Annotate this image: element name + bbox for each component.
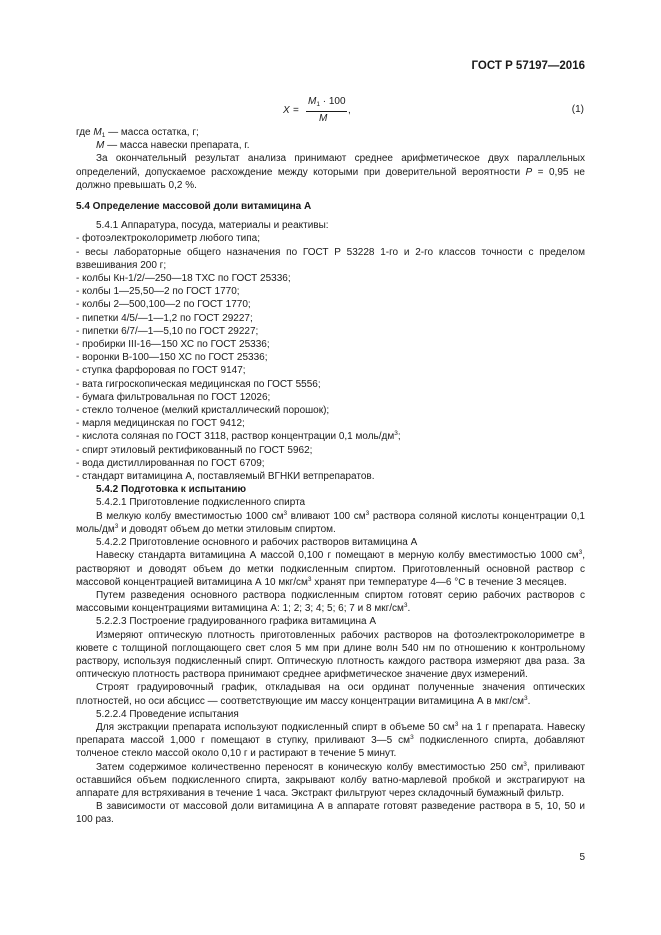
formula-number: (1): [571, 104, 584, 115]
paragraph-transfer: Затем содержимое количественно переносят в коническую колбу вместимостью 250 $см^3$, приливают оставшийся объем подкисленного спирта, закрывают колбу ватно-марлевой пробкой и экстрагируют на аппарате для встряхивания в течение 1 часа. Экстракт фильтруют через складочный бумажный фильтр.: [76, 760, 585, 799]
paragraph-calibration-graph: Строят градуировочный график, откладывая на оси ординат полученные значения оптических плотностей, но оси абсцисс — соответствующие им массу концентрации витамицина А в мкг/$см^3$.: [76, 682, 585, 707]
list-item: - бумага фильтровальная по ГОСТ 12026;: [76, 391, 271, 403]
paragraph-optical-density: Измеряют оптическую плотность приготовленных рабочих растворов на фотоэлектроколориметре в кювете с толщиной поглощающего свет слоя 5 мм при длине волн 540 нм по отношению к контрольному раствору, используя подкисленный спирт. Оптическую плотность каждого раствора измеряют два раза. За оптическую плотность раствора принимают среднее арифметическое значение двух измерений.: [76, 629, 585, 681]
list-item: - колбы Кн-1/2/—250—18 ТХС по ГОСТ 25336;: [76, 273, 291, 285]
paragraph-acidified-spirit: В мелкую колбу вместимостью 1000 $см^3$ вливают 100 $см^3$ раствора соляной кислоты концентрации 0,1 моль/$дм^3$ и доводят объем до метки этиловым спиртом.: [76, 509, 585, 535]
subsection-5-4-1: 5.4.1 Аппаратура, посуда, материалы и реактивы:: [96, 220, 329, 232]
document-body: [76, 126, 585, 827]
list-item: - колбы 1—25,50—2 по ГОСТ 1770;: [76, 286, 240, 298]
list-item: - стандарт витамицина А, поставляемый ВГНКИ ветпрепаратов.: [76, 471, 375, 483]
list-item: - воронки В-100—150 ХС по ГОСТ 25336;: [76, 352, 268, 364]
list-item: - ступка фарфоровая по ГОСТ 9147;: [76, 365, 246, 377]
formula-comma: ,: [348, 105, 351, 116]
paragraph-working-solutions: Путем разведения основного раствора подкисленным спиртом готовят серию рабочих растворов с массовыми концентрациями витамицина А: 1; 2; 3; 4; 5; 6; 7 и 8 мкг/$см^3$.: [76, 589, 585, 615]
paragraph-final-result: За окончательный результат анализа принимают среднее арифметическое двух параллельных определений, допускаемое расхождение между которыми при доверительной вероятности P = 0,95 не должно превышать 0,2 %.: [76, 153, 585, 191]
list-item: - кислота соляная по ГОСТ 3118, раствор концентрации 0,1 моль/$дм^3$;: [76, 430, 401, 443]
paragraph-dilution: В зависимости от массовой доли витамицина А в аппарате готовят разведение раствора в 5, 10, 50 и 100 раз.: [76, 801, 585, 826]
list-item: - фотоэлектроколориметр любого типа;: [76, 233, 260, 245]
subsection-5-2-2-4: 5.2.2.4 Проведение испытания: [96, 708, 239, 720]
where-line-1: где $M_1$ — масса остатка, г;: [76, 127, 199, 139]
list-item: - колбы 2—500,100—2 по ГОСТ 1770;: [76, 299, 251, 311]
list-item: - весы лабораторные общего назначения по ГОСТ Р 53228 1-го и 2-го классов точности с пределом взвешивания 200 г;: [76, 246, 585, 271]
subsection-5-4-2: 5.4.2 Подготовка к испытанию: [96, 484, 247, 496]
formula-lhs: X: [283, 105, 290, 116]
formula-denominator: M: [319, 113, 328, 124]
section-title-5-4: 5.4 Определение массовой доли витамицина А: [76, 201, 312, 213]
list-item: - вода дистиллированная по ГОСТ 6709;: [76, 457, 265, 469]
document-header-code: ГОСТ Р 57197—2016: [471, 60, 585, 72]
subsection-5-4-2-1: 5.4.2.1 Приготовление подкисленного спирта: [96, 497, 306, 509]
formula-equals: =: [293, 105, 299, 116]
formula-fraction-bar: [306, 111, 347, 112]
formula-numerator: $M_1 \cdot 100$: [308, 96, 346, 108]
list-item: - спирт этиловый ректификованный по ГОСТ 5962;: [76, 444, 313, 456]
subsection-5-2-2-3: 5.2.2.3 Построение градуированного графика витамицина А: [96, 616, 377, 628]
list-item: - стекло толченое (мелкий кристаллический порошок);: [76, 405, 330, 417]
paragraph-stock-solution: Навеску стандарта витамицина А массой 0,100 г помещают в мерную колбу вместимостью 1000 $см^3$, растворяют и доводят объем до метки подкисленным спиртом. Приготовленный основной раствор с массовой концентрацией витамицина А 10 мкг/$см^3$ хранят при температуре 4—6 °С в течение 3 месяцев.: [76, 549, 585, 588]
list-item: - пипетки 4/5/—1—1,2 по ГОСТ 29227;: [76, 312, 253, 324]
list-item: - пробирки III-16—150 ХС по ГОСТ 25336;: [76, 339, 270, 351]
list-item: - вата гигроскопическая медицинская по ГОСТ 5556;: [76, 378, 321, 390]
list-item: - пипетки 6/7/—1—5,10 по ГОСТ 29227;: [76, 325, 259, 337]
where-line-2: M — масса навески препарата, г.: [96, 140, 250, 152]
subsection-5-4-2-2: 5.4.2.2 Приготовление основного и рабочих растворов витамицина А: [96, 537, 418, 549]
formula-1: [283, 96, 403, 126]
paragraph-extraction: Для экстракции препарата используют подкисленный спирт в объеме 50 $см^3$ на 1 г препарата. Навеску препарата массой 1,000 г помещают в ступку, приливают 3—5 $см^3$ подкисленного спирта, добавляют толченое стекло массой около 0,10 г и растирают в течение 5 минут.: [76, 720, 585, 760]
list-item: - марля медицинская по ГОСТ 9412;: [76, 418, 245, 430]
page-number: 5: [579, 852, 585, 863]
